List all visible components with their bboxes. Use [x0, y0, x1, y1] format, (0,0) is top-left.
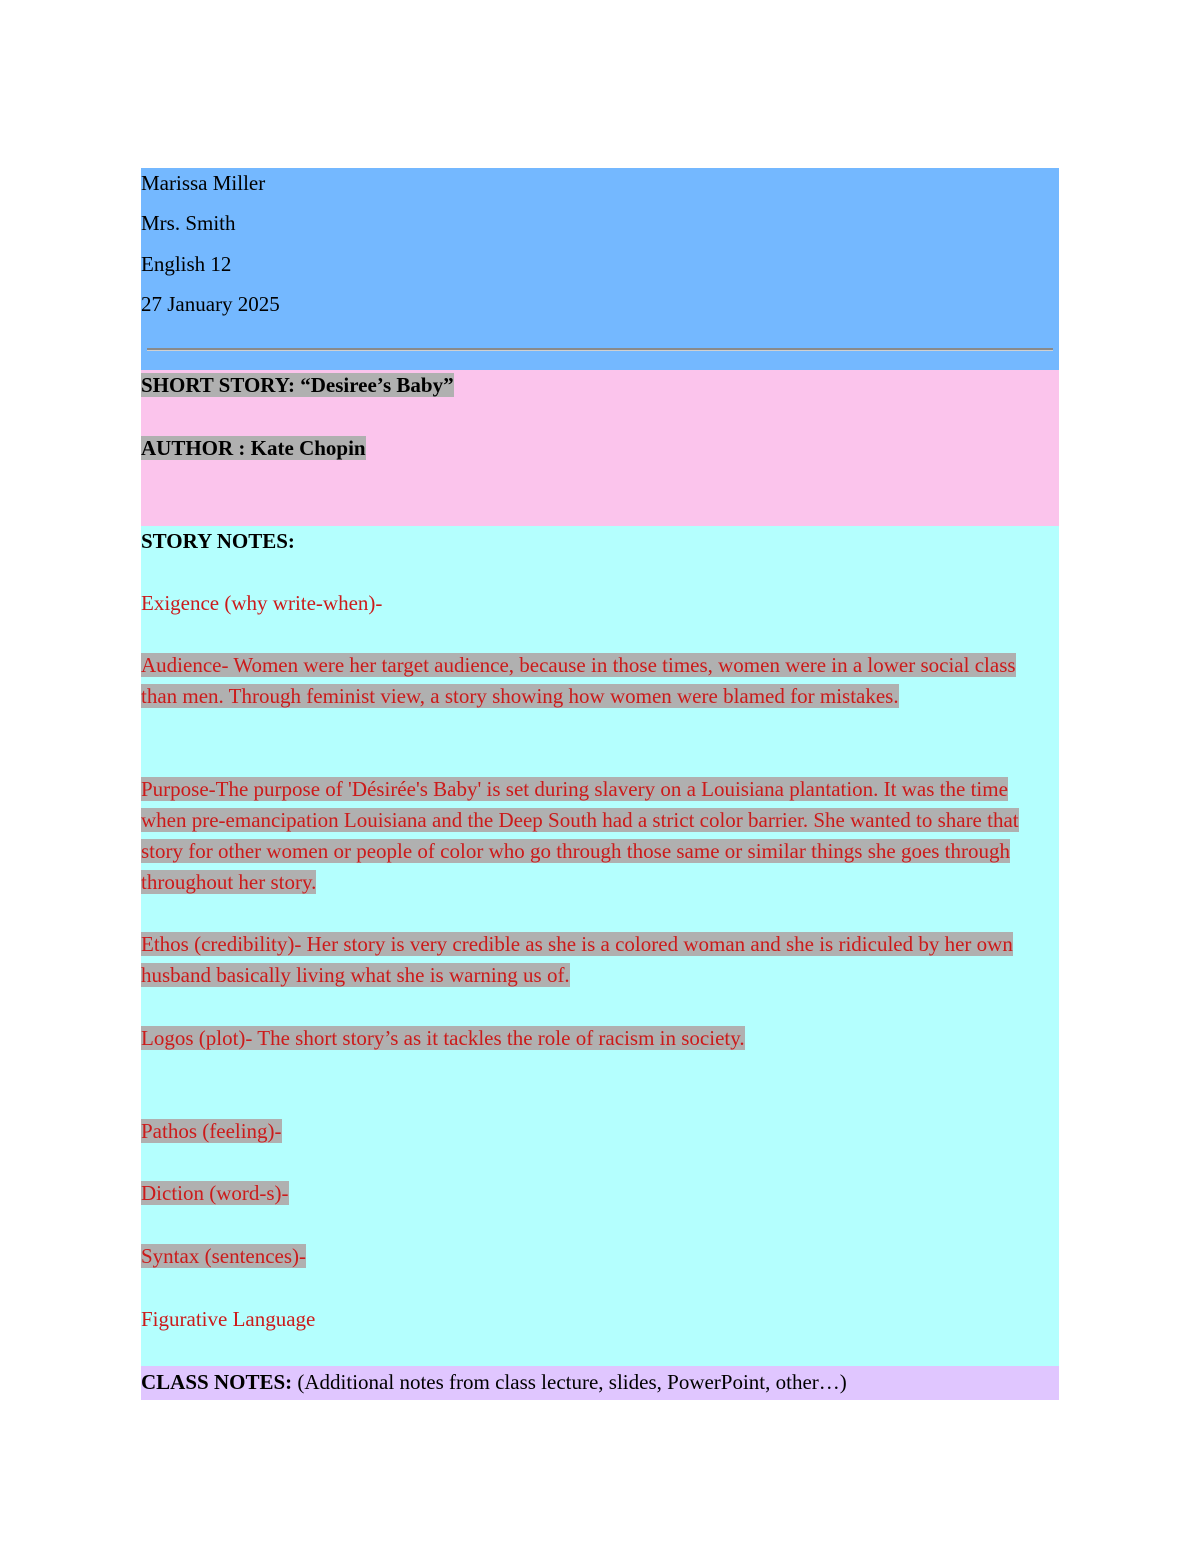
ethos-text: Ethos (credibility)- Her story is very credible as she is a colored woman and she is ridiculed by her own husband basically living what she is warning us of. [141, 932, 1013, 987]
author-heading [141, 436, 366, 460]
purpose-text: Purpose-The purpose of 'Désirée's Baby' is set during slavery on a Louisiana plantation. It was the time when pre-emancipation Louisiana and the Deep South had a strict color barrier. She wanted to share that story for other women or people of color who go through those same or similar things she goes through throughout her story. [141, 777, 1019, 894]
class-notes-description: (Additional notes from class lecture, slides, PowerPoint, other…) [297, 1370, 847, 1394]
author-name: Kate Chopin [250, 436, 366, 460]
title-block [141, 370, 1059, 526]
logos-note [141, 1023, 1041, 1054]
short-story-line [141, 370, 454, 401]
pathos-note [141, 1116, 1041, 1147]
class-notes-line [141, 1367, 847, 1398]
student-name: Marissa Miller [141, 171, 266, 195]
short-story-heading [141, 373, 454, 397]
story-notes-heading: STORY NOTES: [141, 529, 295, 553]
class-notes-label: CLASS NOTES: [141, 1370, 293, 1394]
exigence-note [141, 588, 1041, 619]
short-story-title: “Desiree’s Baby” [300, 373, 454, 397]
figurative-language-note [141, 1304, 1041, 1335]
horizontal-rule [147, 348, 1053, 351]
purpose-note [141, 774, 1041, 898]
course-name: English 12 [141, 252, 232, 276]
syntax-text: Syntax (sentences)- [141, 1244, 307, 1268]
class-notes-block [141, 1366, 1059, 1400]
header-block [141, 168, 1059, 370]
exigence-text: Exigence (why write-when)- [141, 591, 383, 615]
figurative-language-text: Figurative Language [141, 1307, 316, 1331]
syntax-note [141, 1241, 1041, 1272]
short-story-label: SHORT STORY: [141, 373, 295, 397]
author-label: AUTHOR : [141, 436, 246, 460]
audience-note [141, 650, 1041, 712]
diction-note [141, 1178, 1041, 1209]
audience-text: Audience- Women were her target audience, because in those times, women were in a lower social class than men. Through feminist view, a story showing how women were blamed for mistakes. [141, 653, 1016, 708]
document-date: 27 January 2025 [141, 292, 280, 316]
logos-text: Logos (plot)- The short story’s as it tackles the role of racism in society. [141, 1026, 745, 1050]
story-notes-block [141, 526, 1059, 1366]
ethos-note [141, 929, 1041, 991]
teacher-name: Mrs. Smith [141, 211, 236, 235]
pathos-text: Pathos (feeling)- [141, 1119, 282, 1143]
diction-text: Diction (word-s)- [141, 1181, 289, 1205]
author-line [141, 433, 366, 464]
